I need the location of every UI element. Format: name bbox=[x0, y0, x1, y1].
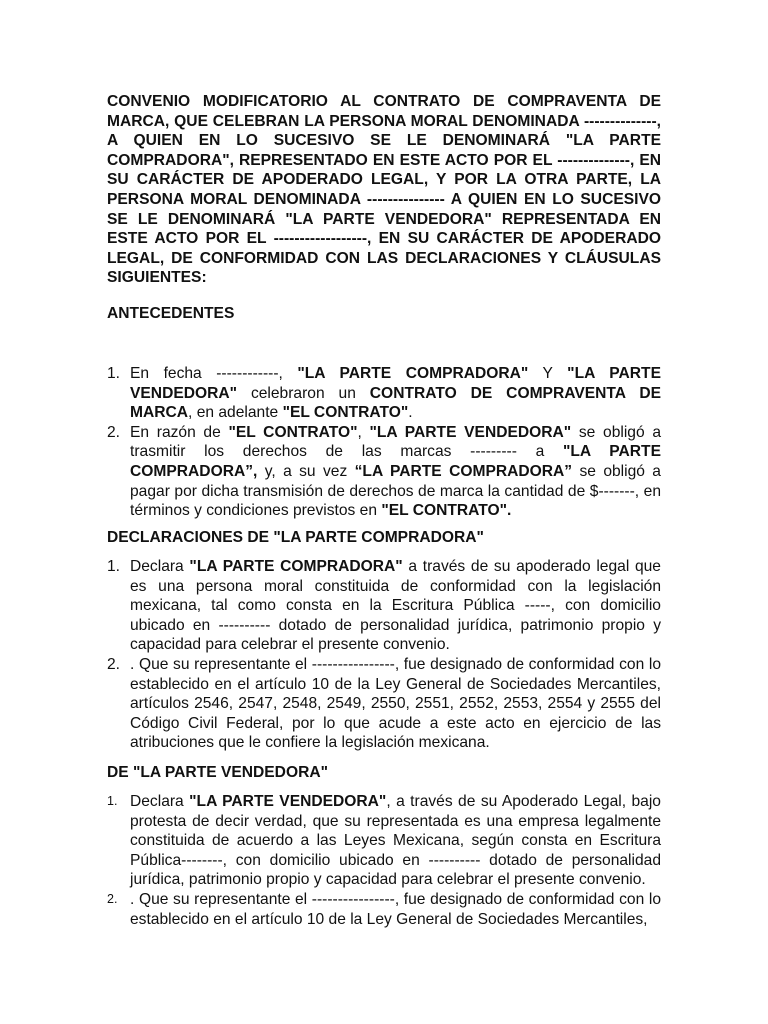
list-item bbox=[107, 655, 661, 753]
bold-text-run: "EL CONTRATO" bbox=[228, 423, 358, 441]
text-run: . Que su representante el ----------------, fue designado de conformidad con lo establecido en el artículo 10 de la Ley General de Sociedades Mercantiles, bbox=[130, 890, 661, 928]
list-item-number: 1. bbox=[107, 558, 121, 575]
list-item-number: 1. bbox=[107, 794, 118, 808]
section-heading-antecedentes: ANTECEDENTES bbox=[107, 305, 235, 322]
text-run: se obligó a pagar por dicha transmisión de derechos de marca la cantidad de $-------, en términos y condiciones previstos en bbox=[130, 462, 661, 520]
text-run: Y bbox=[528, 365, 568, 382]
text-run: , en adelante bbox=[188, 404, 283, 422]
document-title: CONVENIO MODIFICATORIO AL CONTRATO DE COMPRAVENTA DE MARCA, QUE CELEBRAN LA PERSONA MORAL DENOMINADA --------------, A QUIEN EN LO SUCESIVO SE LE DENOMINARÁ "LA PARTE COMPRADORA", REPRESENTADO EN ESTE ACTO POR EL --------------, EN SU CARÁCTER DE APODERADO LEGAL, Y POR LA OTRA PARTE, LA PERSONA MORAL DENOMINADA --------------- A QUIEN EN LO SUCESIVO SE LE DENOMINARÁ "LA PARTE VENDEDORA" REPRESENTADA EN ESTE ACTO POR EL ------------------, EN SU CARÁCTER DE APODERADO LEGAL, DE CONFORMIDAD CON LAS DECLARACIONES Y CLÁUSULAS SIGUIENTES: bbox=[107, 93, 661, 287]
bold-text-run: "LA PARTE COMPRADORA" bbox=[297, 365, 529, 382]
text-run: En razón de bbox=[130, 423, 229, 441]
bold-text-run: "LA PARTE COMPRADORA”, bbox=[130, 443, 661, 480]
list-item-number: 2. bbox=[107, 891, 118, 906]
text-run: Declara bbox=[130, 558, 190, 575]
list-item-number: 1. bbox=[107, 365, 121, 382]
list-item bbox=[107, 890, 661, 929]
text-run: celebraron un bbox=[237, 384, 370, 402]
list-item-number: 2. bbox=[107, 655, 121, 673]
declaraciones-vendedora-list bbox=[107, 792, 661, 929]
bold-text-run: "LA PARTE COMPRADORA" bbox=[189, 558, 403, 575]
text-run: , bbox=[357, 423, 370, 441]
text-run: y, a su vez bbox=[257, 462, 355, 480]
bold-text-run: "LA PARTE VENDEDORA" bbox=[189, 793, 387, 810]
text-run: Declara bbox=[130, 793, 190, 810]
bold-text-run: "LA PARTE VENDEDORA" bbox=[369, 423, 572, 441]
section-heading-declaraciones-compradora: DECLARACIONES DE "LA PARTE COMPRADORA" bbox=[107, 529, 484, 546]
list-item bbox=[107, 557, 661, 655]
antecedentes-list bbox=[107, 364, 661, 521]
section-heading-declaraciones-vendedora: DE "LA PARTE VENDEDORA" bbox=[107, 764, 328, 781]
text-run: , a través de su Apoderado Legal, bajo protesta de decir verdad, que su representada es una empresa legalmente constituida de acuerdo a las Leyes Mexicana, según consta en Escritura Pública--------, con domicilio ubicado en ---------- dotado de personalidad jurídica, patrimonio propio y capacidad para celebrar el presente convenio. bbox=[130, 793, 661, 889]
bold-text-run: “LA PARTE COMPRADORA” bbox=[354, 462, 573, 480]
bold-text-run: "LA PARTE VENDEDORA" bbox=[130, 365, 661, 402]
list-item-number: 2. bbox=[107, 423, 121, 441]
bold-text-run: CONTRATO DE COMPRAVENTA DE MARCA bbox=[130, 384, 662, 422]
list-item bbox=[107, 423, 661, 521]
list-item bbox=[107, 364, 661, 423]
text-run: . Que su representante el ----------------, fue designado de conformidad con lo establecido en el artículo 10 de la Ley General de Sociedades Mercantiles, artículos 2546, 2547, 2548, 2549, 2550, 2551, 2552, 2553, 2554 y 2555 del Código Civil Federal, por lo que acude a este acto en ejercicio de las atribuciones que le confiere la legislación mexicana. bbox=[130, 655, 661, 752]
list-item bbox=[107, 792, 661, 890]
text-run: En fecha ------------, bbox=[130, 365, 298, 382]
text-run: . bbox=[408, 404, 413, 422]
text-run: a través de su apoderado legal que es una persona moral constituida de conformidad con la legislación mexicana, tal como consta en la Escritura Pública -----, con domicilio ubicado en ---------- dotado de personalidad jurídica, patrimonio propio y capacidad para celebrar el presente convenio. bbox=[130, 558, 661, 654]
bold-text-run: "EL CONTRATO" bbox=[282, 404, 409, 422]
text-run: se obligó a trasmitir los derechos de las marcas --------- a bbox=[130, 423, 661, 461]
declaraciones-compradora-list bbox=[107, 557, 661, 753]
bold-text-run: "EL CONTRATO". bbox=[381, 502, 512, 520]
